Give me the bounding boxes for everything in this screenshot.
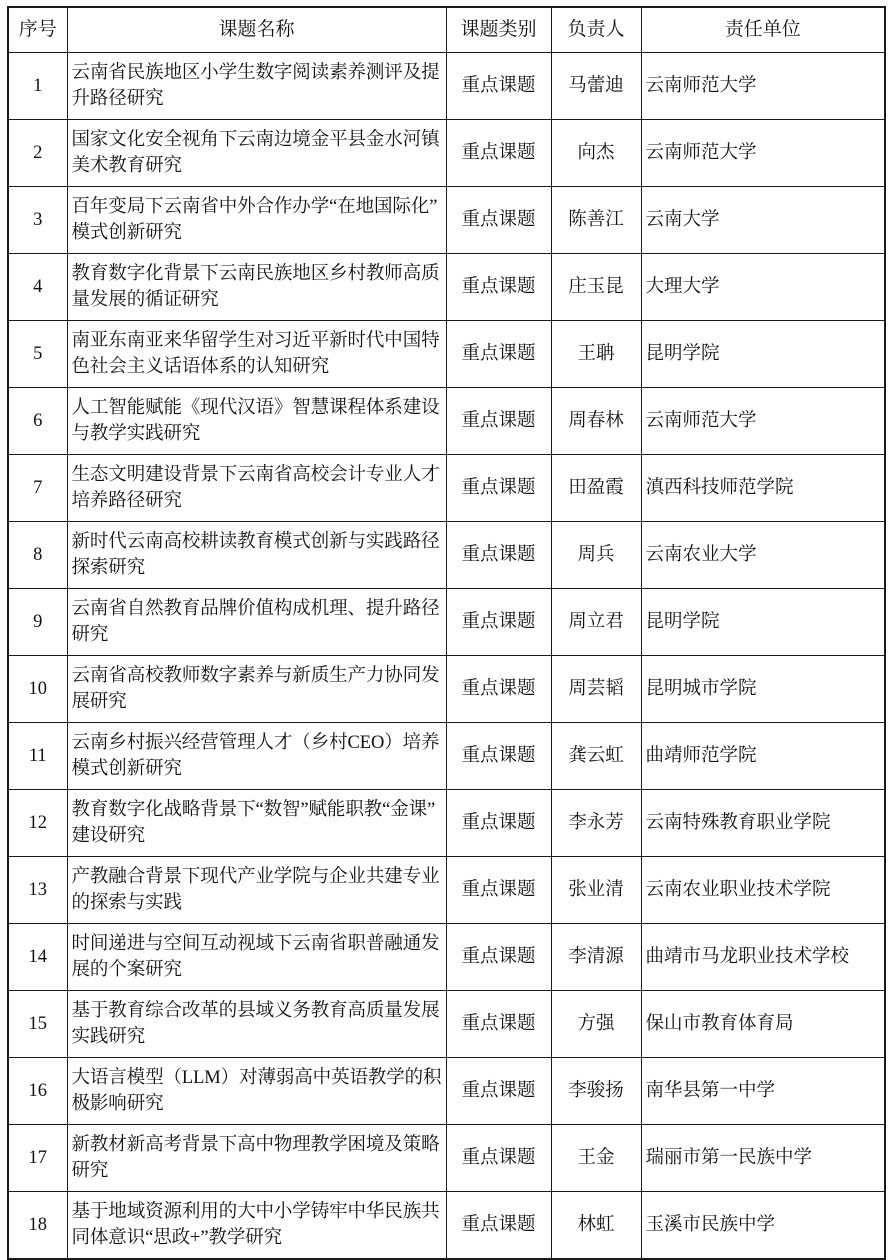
cell-project-type: 重点课题 [446, 1125, 551, 1192]
cell-serial-number: 7 [8, 455, 67, 522]
table-row [8, 723, 885, 790]
cell-project-type: 重点课题 [446, 991, 551, 1058]
cell-responsible-unit: 云南师范大学 [641, 120, 885, 187]
cell-project-title: 生态文明建设背景下云南省高校会计专业人才培养路径研究 [67, 455, 446, 522]
cell-responsible-unit: 昆明学院 [641, 589, 885, 656]
cell-project-lead: 庄玉昆 [551, 254, 641, 321]
table-row [8, 991, 885, 1058]
cell-project-type: 重点课题 [446, 857, 551, 924]
cell-responsible-unit: 云南师范大学 [641, 53, 885, 120]
cell-serial-number: 17 [8, 1125, 67, 1192]
cell-responsible-unit: 云南大学 [641, 187, 885, 254]
table-row [8, 187, 885, 254]
cell-responsible-unit: 保山市教育体育局 [641, 991, 885, 1058]
cell-serial-number: 16 [8, 1058, 67, 1125]
cell-responsible-unit: 曲靖师范学院 [641, 723, 885, 790]
cell-serial-number: 11 [8, 723, 67, 790]
cell-project-lead: 田盈霞 [551, 455, 641, 522]
cell-responsible-unit: 云南特殊教育职业学院 [641, 790, 885, 857]
cell-project-title: 云南省高校教师数字素养与新质生产力协同发展研究 [67, 656, 446, 723]
cell-project-title: 新教材新高考背景下高中物理教学困境及策略研究 [67, 1125, 446, 1192]
cell-project-type: 重点课题 [446, 589, 551, 656]
cell-project-type: 重点课题 [446, 924, 551, 991]
cell-project-lead: 马蕾迪 [551, 53, 641, 120]
cell-project-type: 重点课题 [446, 388, 551, 455]
cell-project-title: 云南省民族地区小学生数字阅读素养测评及提升路径研究 [67, 53, 446, 120]
cell-project-lead: 方强 [551, 991, 641, 1058]
cell-responsible-unit: 昆明学院 [641, 321, 885, 388]
cell-responsible-unit: 滇西科技师范学院 [641, 455, 885, 522]
cell-project-lead: 李骏扬 [551, 1058, 641, 1125]
cell-project-lead: 李永芳 [551, 790, 641, 857]
cell-project-type: 重点课题 [446, 120, 551, 187]
cell-serial-number: 4 [8, 254, 67, 321]
table-row [8, 924, 885, 991]
column-header-type: 课题类别 [446, 7, 551, 53]
table-row [8, 790, 885, 857]
table-row [8, 1058, 885, 1125]
cell-project-title: 基于地域资源利用的大中小学铸牢中华民族共同体意识“思政+”教学研究 [67, 1192, 446, 1260]
cell-serial-number: 15 [8, 991, 67, 1058]
cell-project-type: 重点课题 [446, 455, 551, 522]
column-header-lead: 负责人 [551, 7, 641, 53]
cell-serial-number: 1 [8, 53, 67, 120]
cell-project-type: 重点课题 [446, 790, 551, 857]
cell-project-title: 大语言模型（LLM）对薄弱高中英语教学的积极影响研究 [67, 1058, 446, 1125]
table-row [8, 455, 885, 522]
table-row [8, 1192, 885, 1260]
cell-project-lead: 周春林 [551, 388, 641, 455]
cell-project-lead: 王聃 [551, 321, 641, 388]
cell-project-type: 重点课题 [446, 1192, 551, 1260]
table-row [8, 53, 885, 120]
table-row [8, 857, 885, 924]
cell-project-lead: 李清源 [551, 924, 641, 991]
table-row [8, 656, 885, 723]
cell-project-type: 重点课题 [446, 254, 551, 321]
cell-project-type: 重点课题 [446, 723, 551, 790]
cell-project-title: 基于教育综合改革的县域义务教育高质量发展实践研究 [67, 991, 446, 1058]
cell-serial-number: 2 [8, 120, 67, 187]
cell-project-type: 重点课题 [446, 187, 551, 254]
cell-project-type: 重点课题 [446, 522, 551, 589]
cell-project-type: 重点课题 [446, 53, 551, 120]
cell-responsible-unit: 瑞丽市第一民族中学 [641, 1125, 885, 1192]
table-row [8, 388, 885, 455]
cell-project-title: 南亚东南亚来华留学生对习近平新时代中国特色社会主义话语体系的认知研究 [67, 321, 446, 388]
cell-serial-number: 18 [8, 1192, 67, 1260]
cell-serial-number: 10 [8, 656, 67, 723]
cell-project-lead: 王金 [551, 1125, 641, 1192]
cell-serial-number: 13 [8, 857, 67, 924]
cell-project-lead: 林虹 [551, 1192, 641, 1260]
cell-project-title: 国家文化安全视角下云南边境金平县金水河镇美术教育研究 [67, 120, 446, 187]
cell-project-lead: 周立君 [551, 589, 641, 656]
table-row [8, 1125, 885, 1192]
cell-responsible-unit: 大理大学 [641, 254, 885, 321]
cell-responsible-unit: 云南师范大学 [641, 388, 885, 455]
cell-project-title: 教育数字化背景下云南民族地区乡村教师高质量发展的循证研究 [67, 254, 446, 321]
cell-project-title: 新时代云南高校耕读教育模式创新与实践路径探索研究 [67, 522, 446, 589]
cell-responsible-unit: 云南农业职业技术学院 [641, 857, 885, 924]
cell-responsible-unit: 曲靖市马龙职业技术学校 [641, 924, 885, 991]
table-row [8, 254, 885, 321]
research-projects-table [7, 6, 886, 1260]
table-row [8, 522, 885, 589]
table-row [8, 120, 885, 187]
cell-project-lead: 向杰 [551, 120, 641, 187]
cell-project-title: 人工智能赋能《现代汉语》智慧课程体系建设与教学实践研究 [67, 388, 446, 455]
cell-responsible-unit: 云南农业大学 [641, 522, 885, 589]
cell-serial-number: 6 [8, 388, 67, 455]
cell-project-title: 百年变局下云南省中外合作办学“在地国际化”模式创新研究 [67, 187, 446, 254]
cell-project-lead: 龚云虹 [551, 723, 641, 790]
cell-serial-number: 8 [8, 522, 67, 589]
table-header-row [8, 7, 885, 53]
cell-responsible-unit: 南华县第一中学 [641, 1058, 885, 1125]
cell-project-lead: 陈善江 [551, 187, 641, 254]
cell-serial-number: 3 [8, 187, 67, 254]
cell-project-lead: 张业清 [551, 857, 641, 924]
cell-serial-number: 14 [8, 924, 67, 991]
cell-serial-number: 5 [8, 321, 67, 388]
cell-serial-number: 9 [8, 589, 67, 656]
cell-project-title: 产教融合背景下现代产业学院与企业共建专业的探索与实践 [67, 857, 446, 924]
cell-project-title: 云南乡村振兴经营管理人才（乡村CEO）培养模式创新研究 [67, 723, 446, 790]
cell-serial-number: 12 [8, 790, 67, 857]
column-header-title: 课题名称 [67, 7, 446, 53]
table-row [8, 589, 885, 656]
cell-project-type: 重点课题 [446, 321, 551, 388]
table-body [8, 53, 885, 1260]
cell-project-title: 云南省自然教育品牌价值构成机理、提升路径研究 [67, 589, 446, 656]
column-header-no: 序号 [8, 7, 67, 53]
cell-project-lead: 周芸韬 [551, 656, 641, 723]
cell-project-type: 重点课题 [446, 1058, 551, 1125]
column-header-org: 责任单位 [641, 7, 885, 53]
cell-project-title: 时间递进与空间互动视域下云南省职普融通发展的个案研究 [67, 924, 446, 991]
table-row [8, 321, 885, 388]
cell-responsible-unit: 昆明城市学院 [641, 656, 885, 723]
cell-project-title: 教育数字化战略背景下“数智”赋能职教“金课”建设研究 [67, 790, 446, 857]
cell-project-lead: 周兵 [551, 522, 641, 589]
cell-project-type: 重点课题 [446, 656, 551, 723]
table-header [8, 7, 885, 53]
cell-responsible-unit: 玉溪市民族中学 [641, 1192, 885, 1260]
